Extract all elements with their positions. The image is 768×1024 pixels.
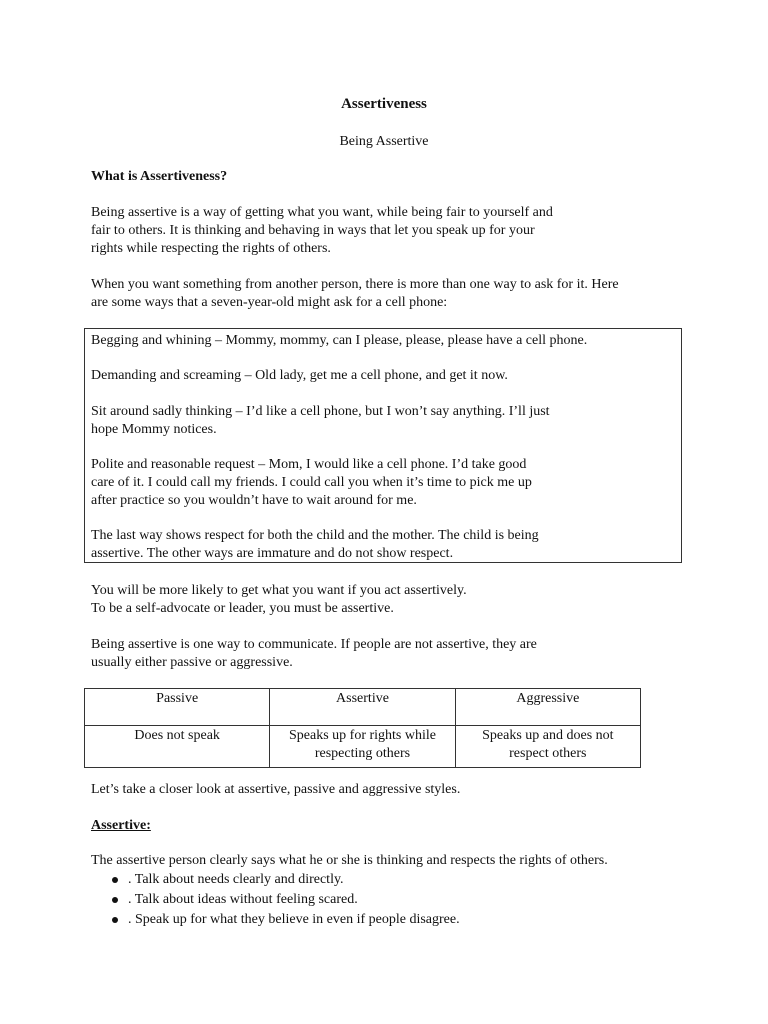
example-demanding [91, 367, 508, 385]
example-polite [91, 456, 532, 510]
cell-passive [85, 726, 270, 768]
cell-line: respect others [509, 746, 587, 761]
cell-line: Does not speak [134, 728, 220, 743]
bullet-text: . Talk about needs clearly and directly. [128, 872, 344, 887]
closer-look-text: Let’s take a closer look at assertive, passive and aggressive styles. [91, 782, 461, 797]
intro-line: rights while respecting the rights of others. [91, 241, 331, 256]
header-aggressive: Aggressive [455, 689, 640, 726]
bullet-dot-icon [112, 917, 118, 923]
ask-line: are some ways that a seven-year-old might ask for a cell phone: [91, 295, 448, 310]
document-subtitle: Being Assertive [339, 134, 429, 149]
likely-line: To be a self-advocate or leader, you must be assertive. [91, 601, 394, 616]
styles-table [84, 688, 641, 768]
communicate-paragraph [91, 636, 537, 672]
intro-paragraph [91, 204, 553, 258]
bullet-text: . Speak up for what they believe in even if people disagree. [128, 912, 460, 927]
example-line: after practice so you wouldn’t have to wait around for me. [91, 493, 417, 508]
assertive-heading: Assertive: [91, 818, 151, 833]
example-line: The last way shows respect for both the child and the mother. The child is being [91, 528, 539, 543]
cell-assertive [270, 726, 455, 768]
example-conclusion [91, 527, 539, 563]
header-passive: Passive [85, 689, 270, 726]
cell-aggressive [455, 726, 640, 768]
list-item [112, 910, 460, 930]
cell-line: respecting others [314, 746, 411, 761]
table-header-row [85, 689, 641, 726]
examples-box [84, 328, 682, 563]
example-begging [91, 332, 587, 350]
bullet-text: . Talk about ideas without feeling scared. [128, 892, 358, 907]
example-line: Demanding and screaming – Old lady, get me a cell phone, and get it now. [91, 368, 508, 383]
likely-paragraph [91, 582, 467, 618]
intro-line: fair to others. It is thinking and behaving in ways that let you speak up for your [91, 223, 535, 238]
example-line: care of it. I could call my friends. I could call you when it’s time to pick me up [91, 475, 532, 490]
what-heading: What is Assertiveness? [91, 169, 228, 184]
example-line: Polite and reasonable request – Mom, I would like a cell phone. I’d take good [91, 457, 527, 472]
intro-line: Being assertive is a way of getting what you want, while being fair to yourself and [91, 205, 553, 220]
table-row [85, 726, 641, 768]
cell-line: Speaks up and does not [482, 728, 614, 743]
example-line: hope Mommy notices. [91, 422, 217, 437]
bullet-dot-icon [112, 877, 118, 883]
header-assertive: Assertive [270, 689, 455, 726]
example-line: Begging and whining – Mommy, mommy, can I please, please, please have a cell phone. [91, 333, 588, 348]
likely-line: You will be more likely to get what you want if you act assertively. [91, 583, 467, 598]
assertive-bullet-list [112, 870, 460, 930]
document-title: Assertiveness [341, 96, 427, 112]
example-line: Sit around sadly thinking – I’d like a cell phone, but I won’t say anything. I’ll just [91, 404, 550, 419]
assertive-description: The assertive person clearly says what he or she is thinking and respects the rights of others. [91, 853, 608, 868]
cell-line: Speaks up for rights while [289, 728, 436, 743]
list-item [112, 890, 460, 910]
example-sitting [91, 403, 550, 439]
list-item [112, 870, 460, 890]
example-line: assertive. The other ways are immature and do not show respect. [91, 546, 454, 561]
communicate-line: usually either passive or aggressive. [91, 655, 293, 670]
communicate-line: Being assertive is one way to communicate. If people are not assertive, they are [91, 637, 537, 652]
ask-line: When you want something from another person, there is more than one way to ask for it. Here [91, 277, 619, 292]
bullet-dot-icon [112, 897, 118, 903]
ask-paragraph [91, 276, 619, 312]
